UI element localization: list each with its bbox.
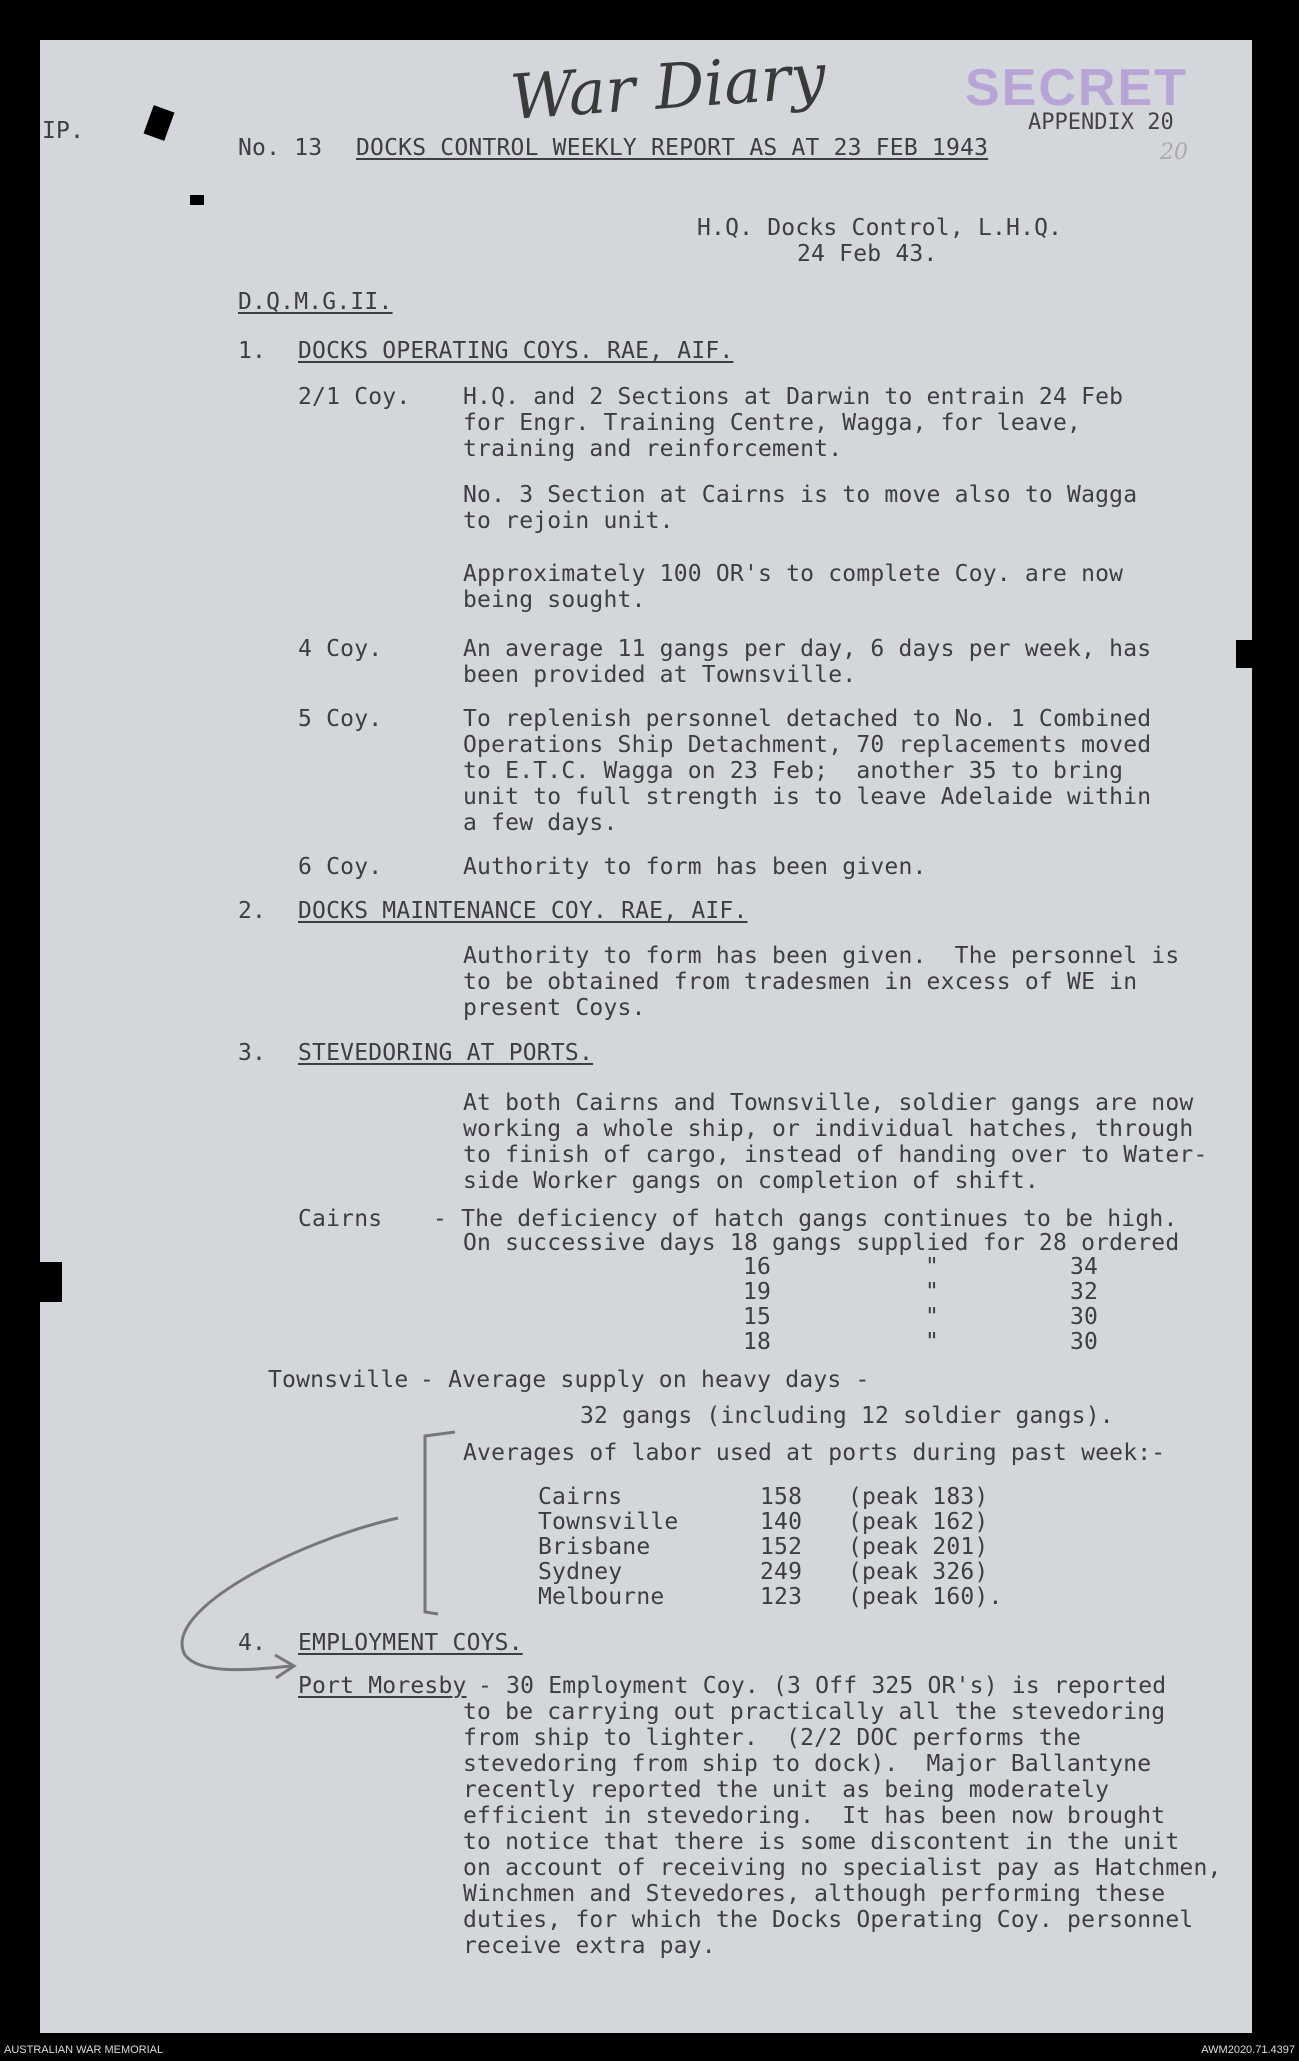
section-2-number: 2. <box>238 898 267 924</box>
townsville-line: 32 gangs (including 12 soldier gangs). <box>580 1403 1114 1429</box>
cairns-label: Cairns <box>298 1206 383 1232</box>
port-name: Townsville <box>538 1509 679 1535</box>
report-number: No. 13 <box>238 135 323 161</box>
secret-stamp: SECRET <box>965 59 1188 117</box>
paper-tear <box>1236 640 1252 668</box>
section-4-line: efficient in stevedoring. It has been now brought <box>463 1803 1166 1829</box>
coy-2-1-line: for Engr. Training Centre, Wagga, for leave, <box>463 410 1082 436</box>
coy-2-1-line: H.Q. and 2 Sections at Darwin to entrain 24 Feb <box>463 384 1124 410</box>
section-4-line: recently reported the unit as being moderately <box>463 1777 1110 1803</box>
footer-right: AWM2020.71.4397 <box>1201 2044 1295 2056</box>
gang-ordered: 32 <box>1070 1279 1099 1305</box>
gang-ditto: " <box>925 1254 940 1280</box>
section-4-line: duties, for which the Docks Operating Coy. personnel <box>463 1907 1194 1933</box>
gang-ditto: " <box>925 1304 940 1330</box>
coy-2-1-line: Approximately 100 OR's to complete Coy. are now <box>463 561 1124 587</box>
section-4-line: Winchmen and Stevedores, although performing these <box>463 1881 1166 1907</box>
coy-6-label: 6 Coy. <box>298 854 383 880</box>
section-3-number: 3. <box>238 1040 267 1066</box>
paper-tear <box>40 1262 62 1302</box>
section-1-number: 1. <box>238 338 267 364</box>
coy-2-1-line: No. 3 Section at Cairns is to move also to Wagga <box>463 482 1138 508</box>
section-4-line: - 30 Employment Coy. (3 Off 325 OR's) is reported <box>478 1673 1167 1699</box>
port-peak: (peak 326) <box>848 1559 989 1585</box>
townsville-label: Townsville <box>268 1367 409 1393</box>
gang-ordered: 34 <box>1070 1254 1099 1280</box>
section-4-line: to notice that there is some discontent in the unit <box>463 1829 1180 1855</box>
coy-5-line: To replenish personnel detached to No. 1 Combined <box>463 706 1152 732</box>
coy-5-line: to E.T.C. Wagga on 23 Feb; another 35 to bring <box>463 758 1124 784</box>
gang-ditto: " <box>925 1329 940 1355</box>
coy-2-1-line: to rejoin unit. <box>463 508 674 534</box>
from-line-1: H.Q. Docks Control, L.H.Q. <box>697 215 1063 241</box>
port-moresby-label: Port Moresby <box>298 1673 467 1699</box>
gang-supplied: 16 <box>743 1254 772 1280</box>
pencil-note: 20 <box>1160 140 1188 165</box>
section-1-heading: DOCKS OPERATING COYS. RAE, AIF. <box>298 338 734 364</box>
section-2-line: to be obtained from tradesmen in excess of WE in <box>463 969 1138 995</box>
section-3-line: side Worker gangs on completion of shift. <box>463 1168 1039 1194</box>
section-4-line: receive extra pay. <box>463 1933 716 1959</box>
port-peak: (peak 162) <box>848 1509 989 1535</box>
gang-supplied: 15 <box>743 1304 772 1330</box>
gang-supplied: 19 <box>743 1279 772 1305</box>
from-line-2: 24 Feb 43. <box>797 241 938 267</box>
section-4-line: stevedoring from ship to dock). Major Ballantyne <box>463 1751 1152 1777</box>
report-title: DOCKS CONTROL WEEKLY REPORT AS AT 23 FEB 1943 <box>356 135 989 161</box>
section-3-line: At both Cairns and Townsville, soldier gangs are now <box>463 1090 1194 1116</box>
section-4-number: 4. <box>238 1630 267 1656</box>
averages-heading: Averages of labor used at ports during past week:- <box>463 1440 1166 1466</box>
section-2-heading: DOCKS MAINTENANCE COY. RAE, AIF. <box>298 898 748 924</box>
gang-ditto: " <box>925 1279 940 1305</box>
gang-ordered: 30 <box>1070 1329 1099 1355</box>
port-average: 249 <box>760 1559 803 1585</box>
margin-text: IP. <box>42 118 85 144</box>
port-average: 140 <box>760 1509 803 1535</box>
port-average: 152 <box>760 1534 803 1560</box>
port-peak: (peak 183) <box>848 1484 989 1510</box>
section-4-line: from ship to lighter. (2/2 DOC performs the <box>463 1725 1082 1751</box>
gang-ordered: 30 <box>1070 1304 1099 1330</box>
port-average: 123 <box>760 1584 803 1610</box>
coy-4-label: 4 Coy. <box>298 636 383 662</box>
coy-5-line: Operations Ship Detachment, 70 replacements moved <box>463 732 1152 758</box>
addressee: D.Q.M.G.II. <box>238 289 393 315</box>
section-4-line: on account of receiving no specialist pay as Hatchmen, <box>463 1855 1222 1881</box>
paper-hole <box>190 195 204 205</box>
port-name: Sydney <box>538 1559 623 1585</box>
footer-left: AUSTRALIAN WAR MEMORIAL <box>4 2044 164 2056</box>
cairns-line: - The deficiency of hatch gangs continues to be high. <box>433 1206 1178 1232</box>
coy-5-line: a few days. <box>463 810 618 836</box>
coy-2-1-line: training and reinforcement. <box>463 436 843 462</box>
coy-5-line: unit to full strength is to leave Adelaide within <box>463 784 1152 810</box>
appendix-label: APPENDIX 20 <box>1028 110 1174 135</box>
port-name: Melbourne <box>538 1584 665 1610</box>
port-name: Brisbane <box>538 1534 651 1560</box>
section-4-heading: EMPLOYMENT COYS. <box>298 1630 523 1656</box>
section-4-line: to be carrying out practically all the stevedoring <box>463 1699 1166 1725</box>
handwritten-title: War Diary <box>507 39 828 134</box>
coy-2-1-line: being sought. <box>463 587 646 613</box>
townsville-line: - Average supply on heavy days - <box>420 1367 870 1393</box>
section-3-line: working a whole ship, or individual hatches, through <box>463 1116 1194 1142</box>
section-2-line: Authority to form has been given. The personnel is <box>463 943 1180 969</box>
coy-2-1-label: 2/1 Coy. <box>298 384 411 410</box>
coy-5-label: 5 Coy. <box>298 706 383 732</box>
section-3-line: to finish of cargo, instead of handing over to Water- <box>463 1142 1208 1168</box>
cairns-line: On successive days 18 gangs supplied for 28 ordered <box>463 1230 1180 1256</box>
coy-4-line: An average 11 gangs per day, 6 days per week, has <box>463 636 1152 662</box>
port-peak: (peak 201) <box>848 1534 989 1560</box>
port-peak: (peak 160). <box>848 1584 1003 1610</box>
section-3-heading: STEVEDORING AT PORTS. <box>298 1040 593 1066</box>
coy-4-line: been provided at Townsville. <box>463 662 857 688</box>
gang-supplied: 18 <box>743 1329 772 1355</box>
section-2-line: present Coys. <box>463 995 646 1021</box>
coy-6-text: Authority to form has been given. <box>463 854 927 880</box>
port-name: Cairns <box>538 1484 623 1510</box>
port-average: 158 <box>760 1484 803 1510</box>
